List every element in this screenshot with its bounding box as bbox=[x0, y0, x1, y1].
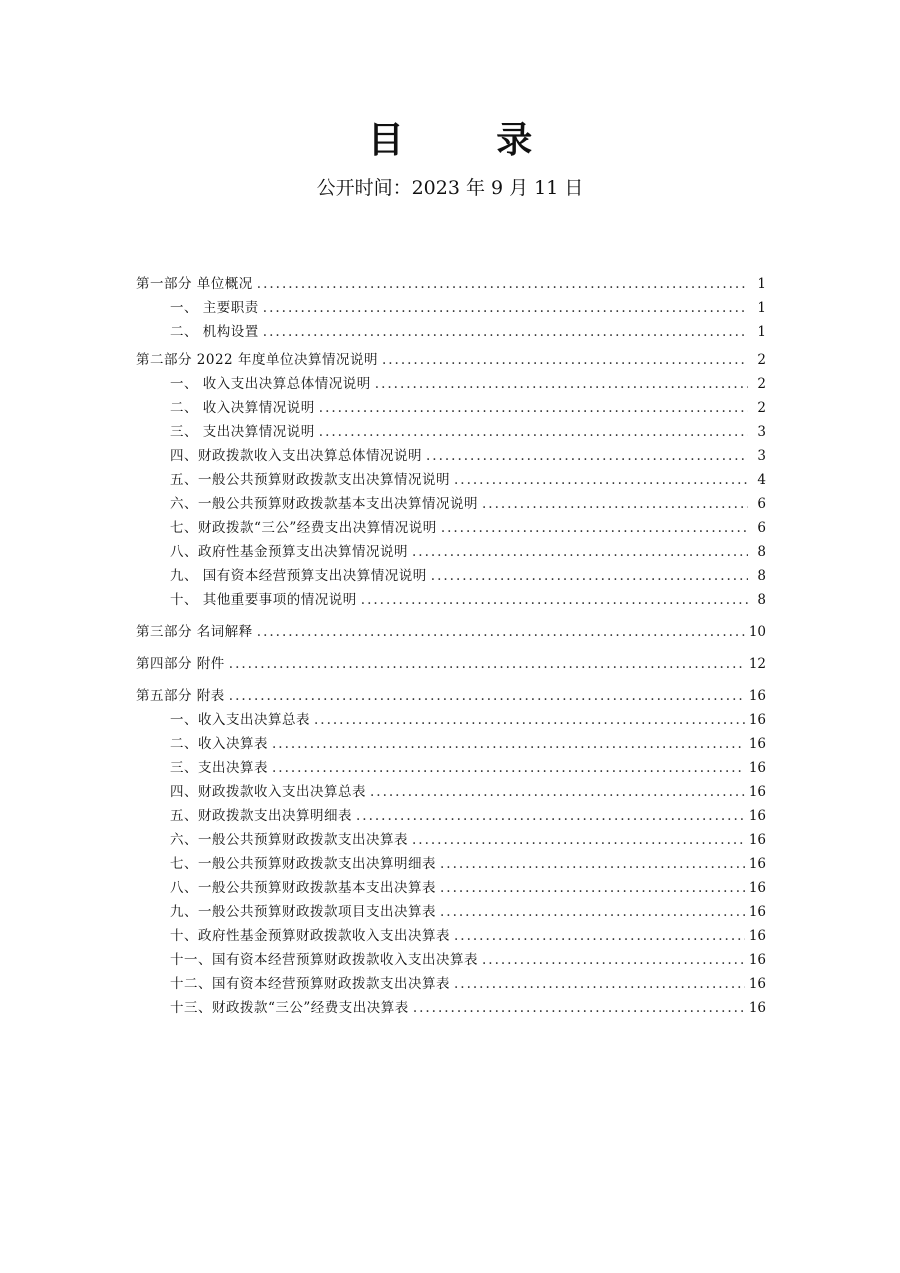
toc-page-number: 16 bbox=[748, 928, 766, 944]
toc-entry[interactable] bbox=[136, 564, 766, 588]
leader-dots bbox=[319, 396, 748, 420]
toc-entry[interactable] bbox=[136, 272, 766, 296]
toc-entry-label: 二、 机构设置 bbox=[170, 324, 259, 340]
page-title: 目 录 bbox=[367, 120, 573, 161]
leader-dots bbox=[412, 828, 745, 852]
toc-entry-label: 十、政府性基金预算财政拨款收入支出决算表 bbox=[170, 928, 450, 944]
toc-page-number: 2 bbox=[757, 400, 766, 416]
leader-dots bbox=[440, 900, 745, 924]
leader-dots bbox=[375, 372, 748, 396]
toc-entry[interactable] bbox=[136, 348, 766, 372]
toc-page-number: 16 bbox=[748, 952, 766, 968]
toc-entry-label: 八、一般公共预算财政拨款基本支出决算表 bbox=[170, 880, 436, 896]
toc-page-number: 8 bbox=[757, 568, 766, 584]
toc-page-number: 16 bbox=[748, 832, 766, 848]
toc-page-number: 1 bbox=[757, 324, 766, 340]
toc-entry-label: 十一、国有资本经营预算财政拨款收入支出决算表 bbox=[170, 952, 478, 968]
toc-page-number: 6 bbox=[757, 520, 766, 536]
leader-dots bbox=[454, 972, 745, 996]
toc-entry[interactable] bbox=[136, 684, 766, 708]
toc-entry-label: 七、财政拨款“三公”经费支出决算情况说明 bbox=[170, 520, 437, 536]
toc-entry[interactable] bbox=[136, 804, 766, 828]
toc-page-number: 16 bbox=[748, 712, 766, 728]
toc-entry[interactable] bbox=[136, 876, 766, 900]
toc-page-number: 16 bbox=[748, 688, 766, 704]
toc-page-number: 16 bbox=[748, 856, 766, 872]
leader-dots bbox=[431, 564, 748, 588]
toc-page-number: 3 bbox=[757, 424, 766, 440]
toc-entry-label: 第三部分 名词解释 bbox=[136, 624, 253, 640]
toc-entry-label: 四、财政拨款收入支出决算总表 bbox=[170, 784, 366, 800]
toc-entry-label: 十二、国有资本经营预算财政拨款支出决算表 bbox=[170, 976, 450, 992]
leader-dots bbox=[314, 708, 745, 732]
toc-entry[interactable] bbox=[136, 420, 766, 444]
leader-dots bbox=[272, 732, 745, 756]
toc-page-number: 2 bbox=[757, 376, 766, 392]
toc-entry[interactable] bbox=[136, 708, 766, 732]
leader-dots bbox=[361, 588, 748, 612]
toc-entry-label: 第二部分 2022 年度单位决算情况说明 bbox=[136, 352, 378, 368]
leader-dots bbox=[482, 948, 745, 972]
leader-dots bbox=[413, 996, 745, 1020]
toc-entry-label: 二、 收入决算情况说明 bbox=[170, 400, 315, 416]
toc-page-number: 4 bbox=[757, 472, 766, 488]
leader-dots bbox=[257, 272, 748, 296]
toc-entry-label: 五、一般公共预算财政拨款支出决算情况说明 bbox=[170, 472, 450, 488]
toc-entry[interactable] bbox=[136, 900, 766, 924]
toc-entry-label: 三、支出决算表 bbox=[170, 760, 268, 776]
toc-entry-label: 四、财政拨款收入支出决算总体情况说明 bbox=[170, 448, 422, 464]
toc-entry[interactable] bbox=[136, 780, 766, 804]
toc-page-number: 16 bbox=[748, 760, 766, 776]
toc-entry[interactable] bbox=[136, 652, 766, 676]
toc-entry-label: 七、一般公共预算财政拨款支出决算明细表 bbox=[170, 856, 436, 872]
leader-dots bbox=[440, 876, 745, 900]
toc-entry[interactable] bbox=[136, 444, 766, 468]
toc-entry[interactable] bbox=[136, 852, 766, 876]
toc-page-number: 3 bbox=[757, 448, 766, 464]
toc-entry[interactable] bbox=[136, 516, 766, 540]
leader-dots bbox=[482, 492, 748, 516]
leader-dots bbox=[229, 652, 745, 676]
toc-entry[interactable] bbox=[136, 756, 766, 780]
leader-dots bbox=[440, 852, 745, 876]
toc-page-number: 16 bbox=[748, 976, 766, 992]
toc-entry[interactable] bbox=[136, 372, 766, 396]
toc-page-number: 16 bbox=[748, 736, 766, 752]
toc-entry-label: 一、收入支出决算总表 bbox=[170, 712, 310, 728]
toc-entry-label: 六、一般公共预算财政拨款支出决算表 bbox=[170, 832, 408, 848]
toc-entry-label: 九、一般公共预算财政拨款项目支出决算表 bbox=[170, 904, 436, 920]
leader-dots bbox=[263, 320, 748, 344]
leader-dots bbox=[412, 540, 748, 564]
toc-entry-label: 九、 国有资本经营预算支出决算情况说明 bbox=[170, 568, 427, 584]
toc-entry[interactable] bbox=[136, 924, 766, 948]
toc-page-number: 8 bbox=[757, 592, 766, 608]
leader-dots bbox=[454, 468, 748, 492]
leader-dots bbox=[263, 296, 748, 320]
leader-dots bbox=[441, 516, 748, 540]
toc-entry[interactable] bbox=[136, 588, 766, 612]
toc-page-number: 16 bbox=[748, 784, 766, 800]
toc-page-number: 12 bbox=[748, 656, 766, 672]
toc-entry-label: 三、 支出决算情况说明 bbox=[170, 424, 315, 440]
toc-entry-label: 六、一般公共预算财政拨款基本支出决算情况说明 bbox=[170, 496, 478, 512]
toc-entry[interactable] bbox=[136, 296, 766, 320]
toc-entry-label: 十、 其他重要事项的情况说明 bbox=[170, 592, 357, 608]
toc-page-number: 16 bbox=[748, 808, 766, 824]
leader-dots bbox=[319, 420, 748, 444]
toc-entry-label: 第五部分 附表 bbox=[136, 688, 225, 704]
toc-entry[interactable] bbox=[136, 468, 766, 492]
publish-date: 公开时间：2023 年 9 月 11 日 bbox=[316, 177, 584, 199]
toc-entry-label: 一、 收入支出决算总体情况说明 bbox=[170, 376, 371, 392]
leader-dots bbox=[356, 804, 745, 828]
toc-entry-label: 第四部分 附件 bbox=[136, 656, 225, 672]
toc-entry[interactable] bbox=[136, 396, 766, 420]
toc-page-number: 16 bbox=[748, 880, 766, 896]
toc-entry[interactable] bbox=[136, 948, 766, 972]
leader-dots bbox=[370, 780, 745, 804]
toc-entry[interactable] bbox=[136, 972, 766, 996]
toc-entry[interactable] bbox=[136, 620, 766, 644]
toc-entry-label: 十三、财政拨款“三公”经费支出决算表 bbox=[170, 1000, 409, 1016]
toc-entry[interactable] bbox=[136, 996, 766, 1020]
toc-entry-label: 第一部分 单位概况 bbox=[136, 276, 253, 292]
table-of-contents bbox=[136, 272, 766, 1020]
toc-entry[interactable] bbox=[136, 320, 766, 344]
toc-page-number: 8 bbox=[757, 544, 766, 560]
toc-entry-label: 一、 主要职责 bbox=[170, 300, 259, 316]
leader-dots bbox=[382, 348, 748, 372]
leader-dots bbox=[229, 684, 745, 708]
toc-entry[interactable] bbox=[136, 540, 766, 564]
toc-page-number: 16 bbox=[748, 1000, 766, 1016]
toc-page-number: 16 bbox=[748, 904, 766, 920]
toc-page-number: 2 bbox=[757, 352, 766, 368]
leader-dots bbox=[272, 756, 745, 780]
toc-entry[interactable] bbox=[136, 492, 766, 516]
toc-entry-label: 五、财政拨款支出决算明细表 bbox=[170, 808, 352, 824]
toc-page-number: 6 bbox=[757, 496, 766, 512]
leader-dots bbox=[426, 444, 748, 468]
toc-entry[interactable] bbox=[136, 828, 766, 852]
toc-page-number: 1 bbox=[757, 276, 766, 292]
toc-page-number: 1 bbox=[757, 300, 766, 316]
leader-dots bbox=[257, 620, 745, 644]
toc-page-number: 10 bbox=[748, 624, 766, 640]
leader-dots bbox=[454, 924, 745, 948]
toc-entry-label: 八、政府性基金预算支出决算情况说明 bbox=[170, 544, 408, 560]
toc-entry-label: 二、收入决算表 bbox=[170, 736, 268, 752]
toc-entry[interactable] bbox=[136, 732, 766, 756]
